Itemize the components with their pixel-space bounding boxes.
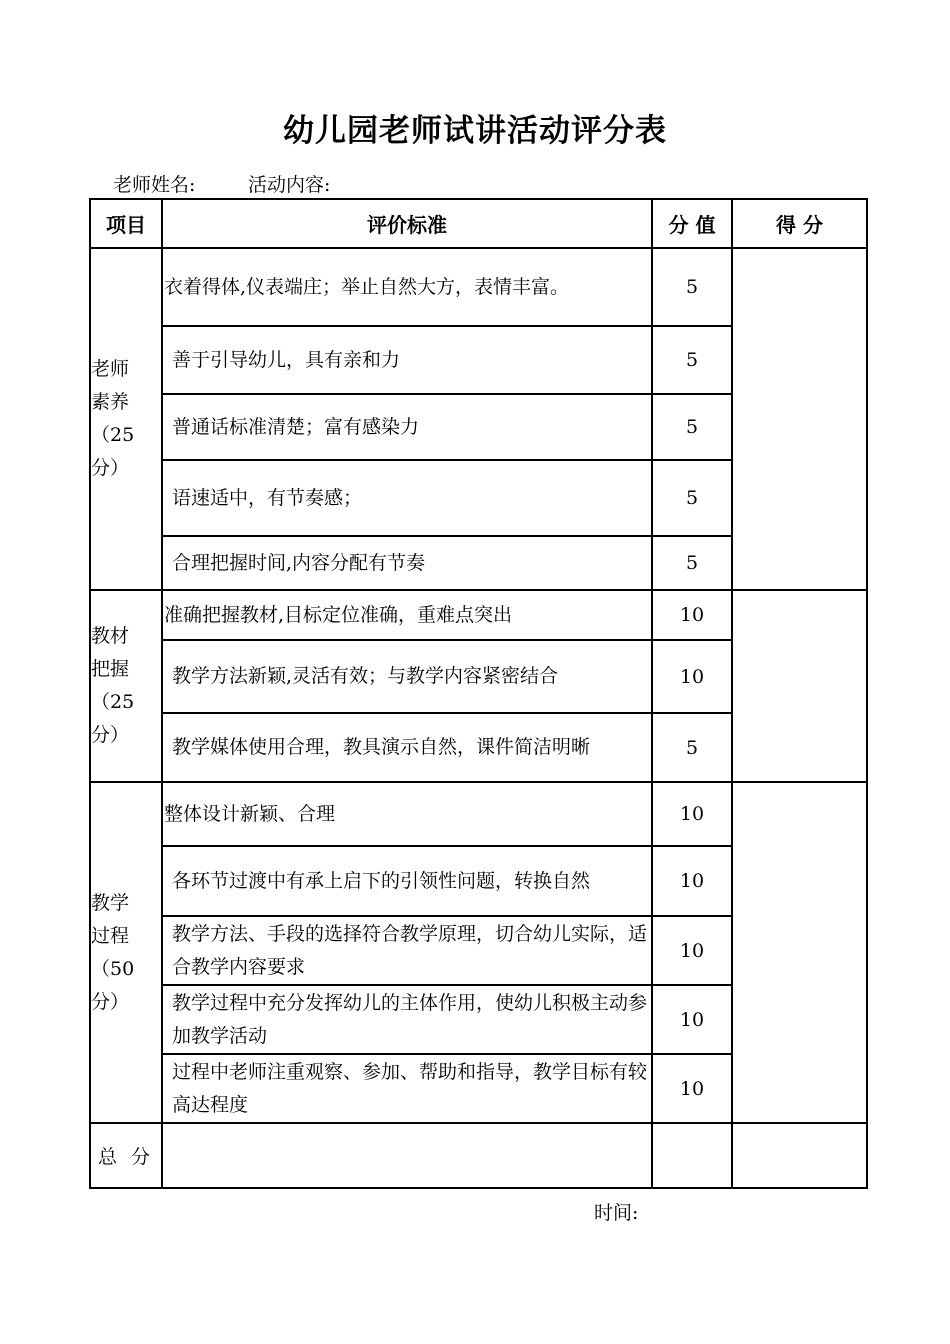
criterion-cell: 教学方法、手段的选择符合教学原理，切合幼儿实际，适合教学内容要求	[162, 916, 652, 985]
criterion-cell: 教学媒体使用合理，教具演示自然，课件简洁明晰	[162, 713, 652, 782]
criterion-cell: 普通话标准清楚；富有感染力	[162, 394, 652, 460]
score-input-cell[interactable]	[732, 590, 867, 782]
table-header-row	[90, 199, 867, 248]
criterion-cell: 准确把握教材,目标定位准确，重难点突出	[162, 590, 652, 640]
activity-content-label: 活动内容:	[248, 174, 331, 196]
criterion-cell: 合理把握时间,内容分配有节奏	[162, 536, 652, 590]
page-title: 幼儿园老师试讲活动评分表	[283, 113, 667, 149]
header-score: 得 分	[732, 199, 867, 248]
value-cell: 10	[652, 640, 732, 713]
value-cell: 10	[652, 782, 732, 846]
score-input-cell[interactable]	[732, 782, 867, 1123]
value-cell: 10	[652, 1054, 732, 1123]
header-item: 项目	[90, 199, 162, 248]
total-value-cell	[652, 1123, 732, 1188]
total-label: 总 分	[90, 1123, 162, 1188]
total-score-cell[interactable]	[732, 1123, 867, 1188]
scoring-table	[89, 198, 868, 1189]
group-label-line: 分）	[91, 457, 130, 479]
criterion-cell: 教学过程中充分发挥幼儿的主体作用，使幼儿积极主动参加教学活动	[162, 985, 652, 1054]
table-row	[90, 248, 867, 326]
header-criteria: 评价标准	[162, 199, 652, 248]
group-label-line: 过程	[91, 924, 130, 947]
group-label-material-mastery	[90, 590, 162, 782]
group-label-line: （50	[91, 957, 135, 980]
criterion-cell: 各环节过渡中有承上启下的引领性问题，转换自然	[162, 846, 652, 916]
group-label-teacher-quality	[90, 248, 162, 590]
group-label-line: 素养	[91, 391, 130, 413]
value-cell: 5	[652, 326, 732, 394]
value-cell: 5	[652, 394, 732, 460]
criterion-cell: 衣着得体,仪表端庄；举止自然大方，表情丰富。	[162, 248, 652, 326]
criterion-cell: 教学方法新颖,灵活有效；与教学内容紧密结合	[162, 640, 652, 713]
group-label-line: 把握	[91, 658, 130, 680]
table-row	[90, 782, 867, 846]
group-label-line: 分）	[91, 724, 130, 746]
table-row	[90, 590, 867, 640]
value-cell: 5	[652, 248, 732, 326]
group-label-line: 分）	[91, 990, 130, 1013]
value-cell: 5	[652, 536, 732, 590]
value-cell: 5	[652, 460, 732, 536]
group-label-line: （25	[91, 691, 135, 713]
criterion-cell: 善于引导幼儿，具有亲和力	[162, 326, 652, 394]
total-row	[90, 1123, 867, 1188]
group-label-teaching-process	[90, 782, 162, 1123]
teacher-name-label: 老师姓名:	[113, 174, 196, 196]
group-label-line: 教学	[91, 891, 130, 914]
criterion-cell: 语速适中，有节奏感；	[162, 460, 652, 536]
group-label-line: 教材	[91, 625, 130, 647]
group-label-line: （25	[91, 424, 135, 446]
value-cell: 10	[652, 916, 732, 985]
value-cell: 5	[652, 713, 732, 782]
score-input-cell[interactable]	[732, 248, 867, 590]
value-cell: 10	[652, 985, 732, 1054]
value-cell: 10	[652, 590, 732, 640]
time-label: 时间:	[594, 1202, 639, 1224]
criterion-cell: 过程中老师注重观察、参加、帮助和指导，教学目标有较高达程度	[162, 1054, 652, 1123]
group-label-line: 老师	[91, 358, 130, 380]
criterion-cell: 整体设计新颖、合理	[162, 782, 652, 846]
header-value: 分 值	[652, 199, 732, 248]
value-cell: 10	[652, 846, 732, 916]
total-criteria-cell	[162, 1123, 652, 1188]
